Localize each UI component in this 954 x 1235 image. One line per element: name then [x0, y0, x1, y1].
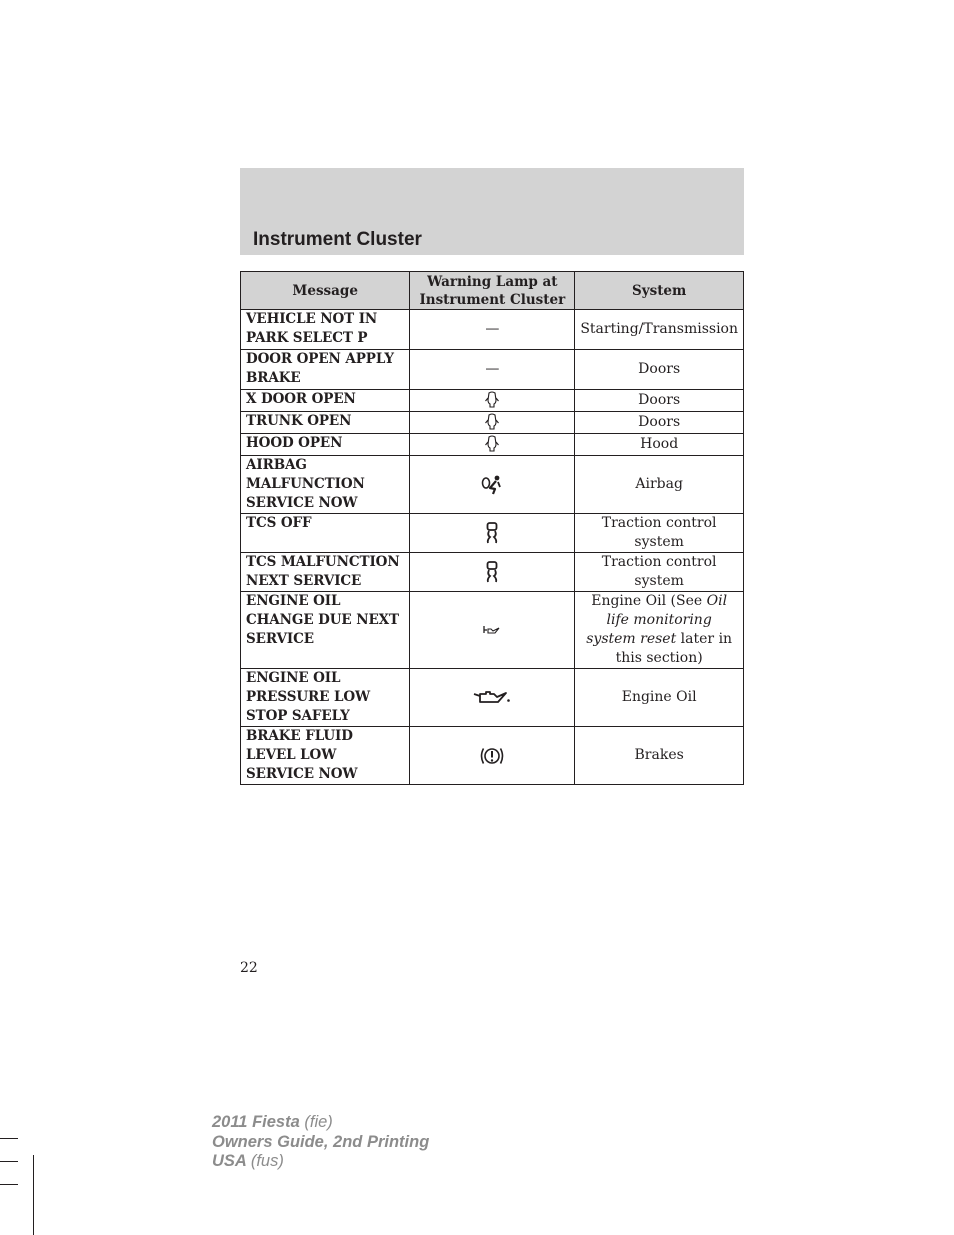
system-cell: Doors: [575, 390, 744, 412]
table-row: [241, 592, 744, 669]
message-cell: DOOR OPEN APPLY BRAKE: [241, 350, 410, 390]
message-cell: HOOD OPEN: [241, 434, 410, 456]
footer-line-model: 2011 Fiesta (fie): [212, 1113, 333, 1131]
section-title: Instrument Cluster: [253, 229, 422, 250]
airbag-icon: [481, 475, 503, 495]
lamp-cell: [410, 390, 575, 412]
message-cell: AIRBAG MALFUNCTION SERVICE NOW: [241, 456, 410, 514]
table-row: [241, 310, 744, 350]
system-cell: Doors: [575, 412, 744, 434]
message-cell: TRUNK OPEN: [241, 412, 410, 434]
lamp-cell: [410, 553, 575, 592]
column-header-system: System: [575, 272, 744, 310]
message-cell: TCS OFF: [241, 514, 410, 553]
brake-warning-icon: [479, 745, 505, 767]
table-row: [241, 514, 744, 553]
crop-mark: [0, 1138, 18, 1139]
crop-mark: [0, 1161, 18, 1162]
traction-control-icon: [485, 522, 499, 544]
system-cell: Airbag: [575, 456, 744, 514]
section-header: [240, 168, 744, 255]
lamp-cell: [410, 350, 575, 390]
no-lamp-dash: —: [485, 361, 500, 377]
lamp-cell: [410, 727, 575, 785]
table-row: [241, 350, 744, 390]
lamp-cell: [410, 310, 575, 350]
system-cell: Starting/Transmission: [575, 310, 744, 350]
crop-mark: [33, 1155, 34, 1235]
system-cell: Traction control system: [575, 553, 744, 592]
table-row: [241, 456, 744, 514]
system-cell: Traction control system: [575, 514, 744, 553]
system-cell: Engine Oil: [575, 669, 744, 727]
oil-change-icon: [483, 625, 501, 635]
system-cell: Hood: [575, 434, 744, 456]
lamp-cell: [410, 434, 575, 456]
table-row: [241, 553, 744, 592]
crop-mark: [0, 1184, 18, 1185]
lamp-cell: [410, 592, 575, 669]
system-reference: Oil life monitoring system reset: [586, 593, 728, 647]
table-row: [241, 390, 744, 412]
table-row: [241, 669, 744, 727]
footer-line-region: USA (fus): [212, 1152, 284, 1170]
lamp-cell: [410, 456, 575, 514]
message-cell: ENGINE OIL PRESSURE LOW STOP SAFELY: [241, 669, 410, 727]
system-cell: Engine Oil (See Oil life monitoring system reset later in this section): [575, 592, 744, 669]
system-cell: Doors: [575, 350, 744, 390]
message-cell: ENGINE OIL CHANGE DUE NEXT SERVICE: [241, 592, 410, 669]
column-header-message: Message: [241, 272, 410, 310]
message-cell: BRAKE FLUID LEVEL LOW SERVICE NOW: [241, 727, 410, 785]
table-header-row: [241, 272, 744, 310]
table-row: [241, 434, 744, 456]
traction-control-icon: [485, 561, 499, 583]
door-ajar-icon: [484, 391, 500, 409]
message-table: [240, 271, 744, 785]
oil-can-icon: [473, 690, 511, 704]
message-cell: TCS MALFUNCTION NEXT SERVICE: [241, 553, 410, 592]
table-row: [241, 412, 744, 434]
lamp-cell: [410, 514, 575, 553]
message-cell: VEHICLE NOT IN PARK SELECT P: [241, 310, 410, 350]
column-header-lamp: Warning Lamp at Instrument Cluster: [410, 272, 575, 310]
document-footer: [212, 1113, 429, 1172]
message-cell: X DOOR OPEN: [241, 390, 410, 412]
no-lamp-dash: —: [485, 321, 500, 337]
page-number: 22: [240, 960, 258, 976]
door-ajar-icon: [484, 413, 500, 431]
system-cell: Brakes: [575, 727, 744, 785]
lamp-cell: [410, 669, 575, 727]
table-row: [241, 727, 744, 785]
lamp-cell: [410, 412, 575, 434]
footer-line-guide: Owners Guide, 2nd Printing: [212, 1132, 430, 1151]
door-ajar-icon: [484, 435, 500, 453]
